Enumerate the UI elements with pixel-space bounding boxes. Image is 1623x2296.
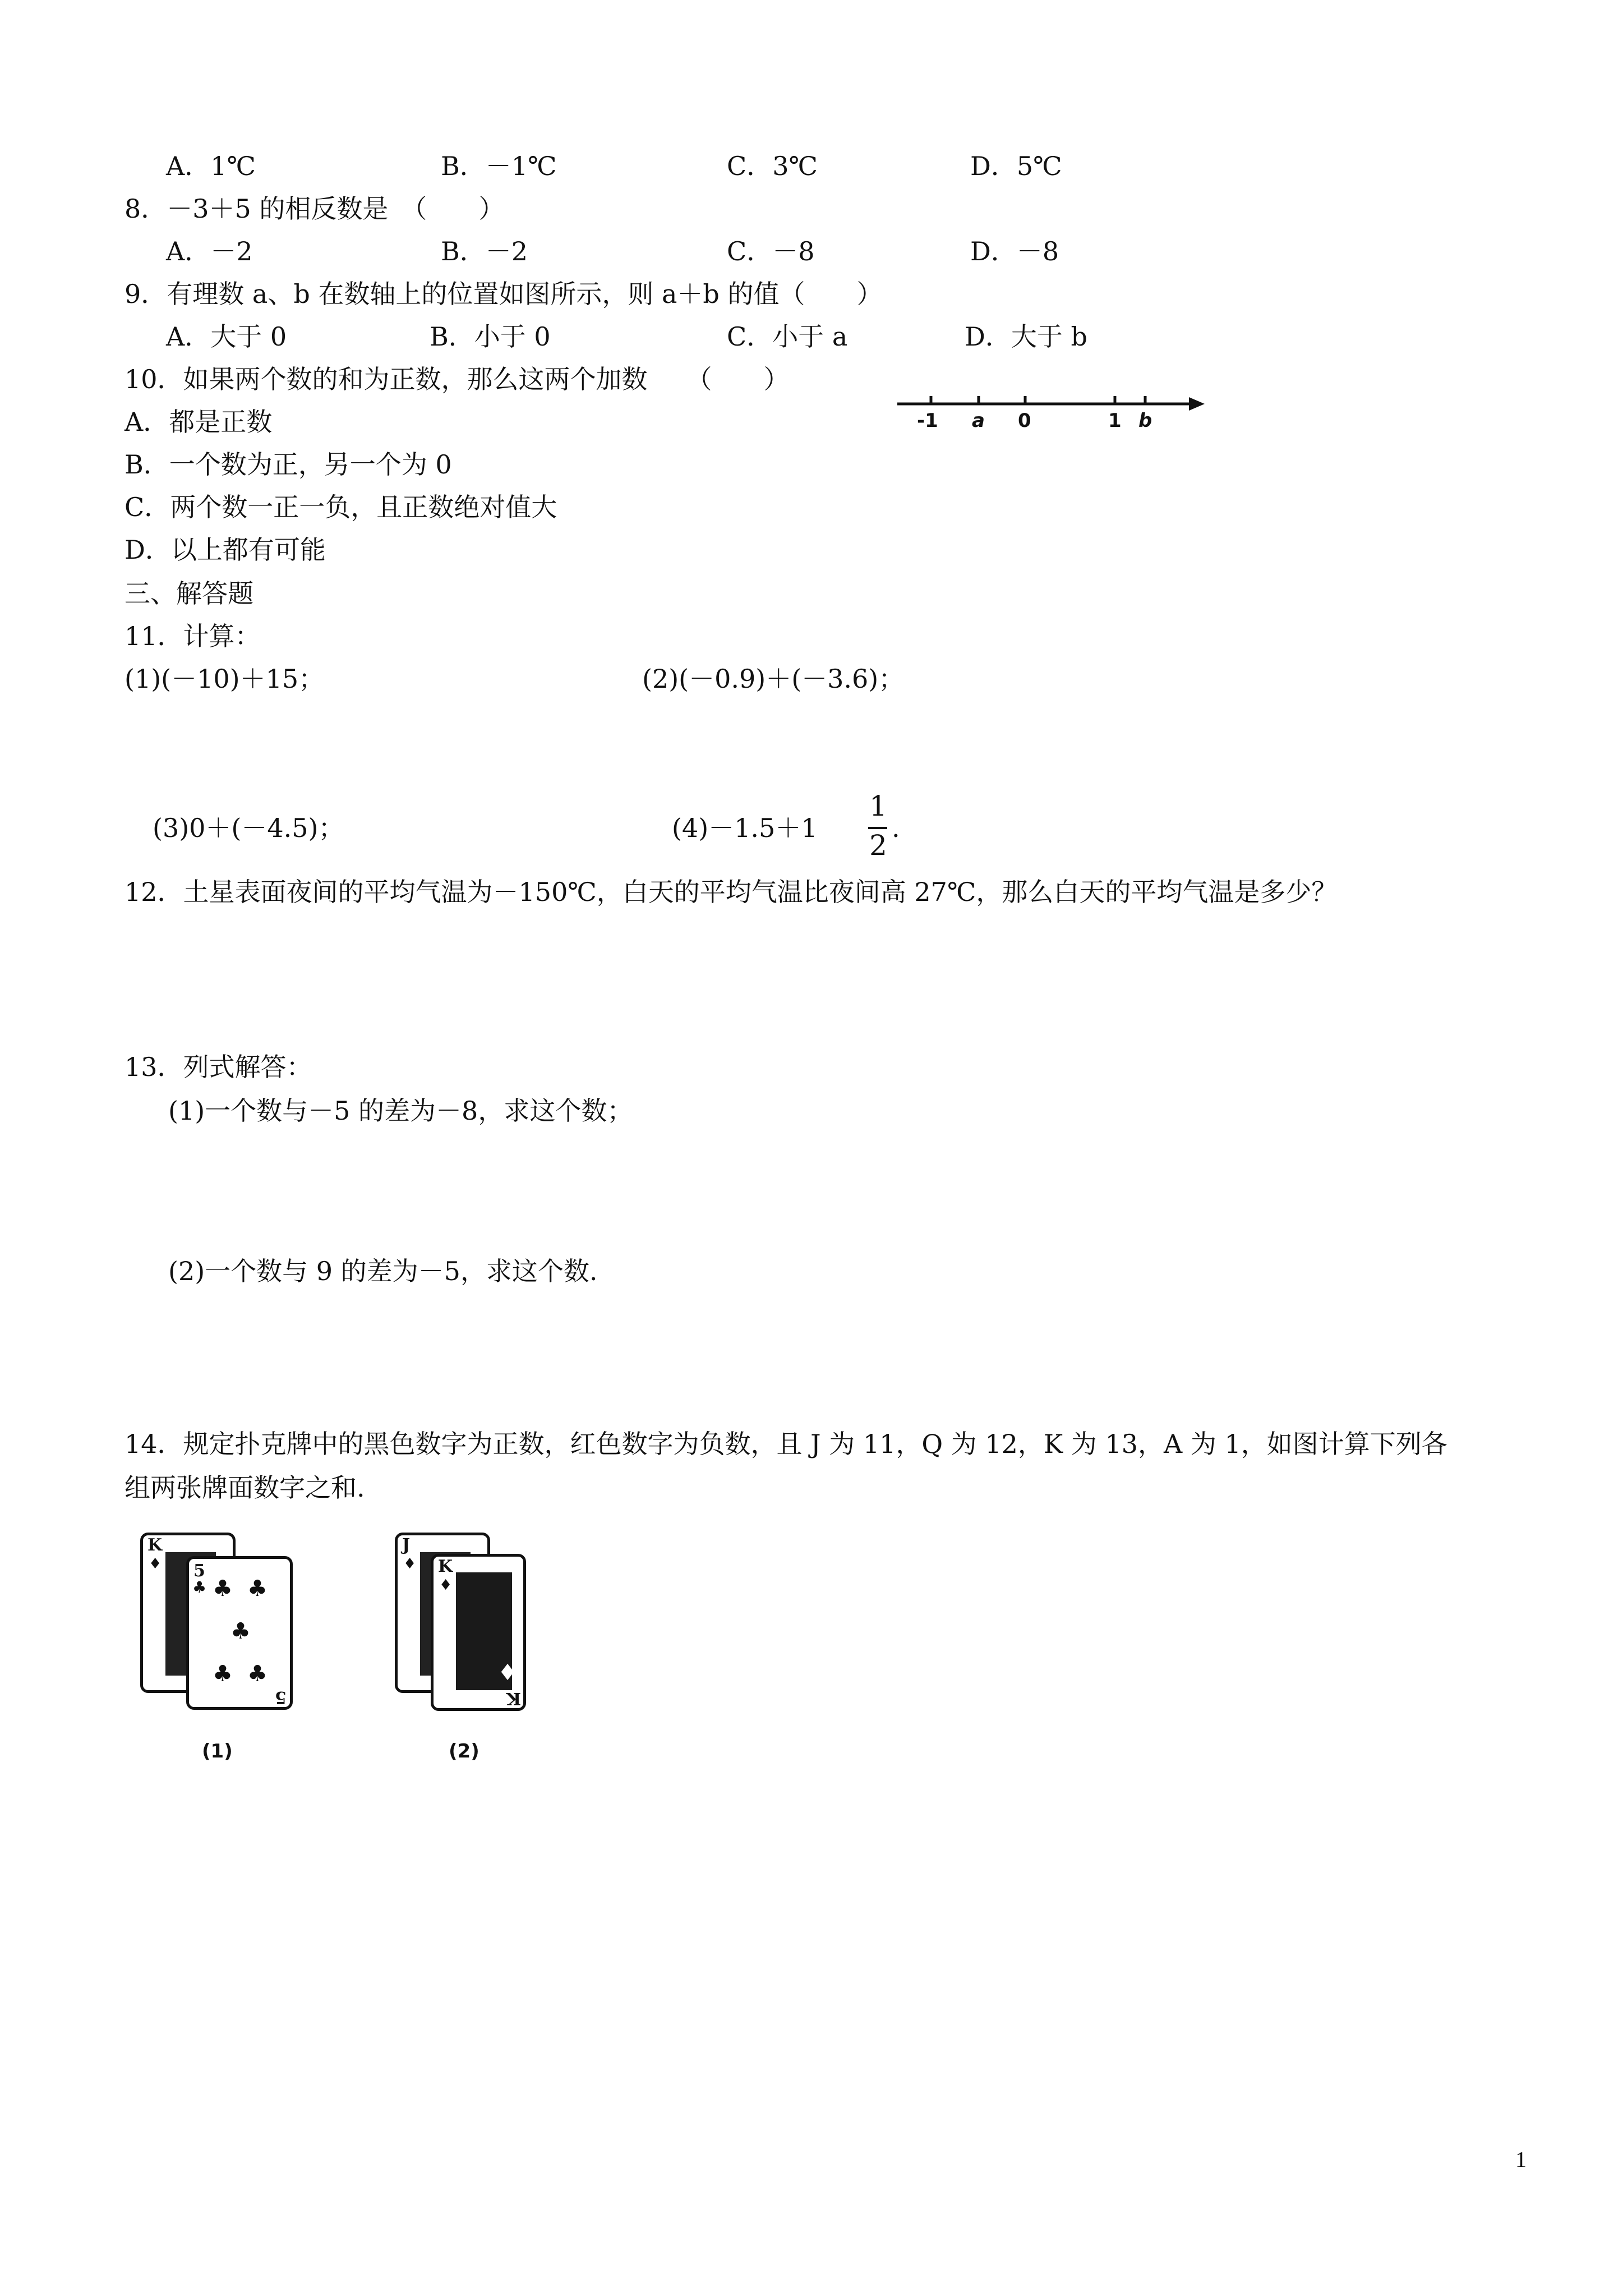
card-front-king xyxy=(431,1554,526,1711)
q11-part-4: (4)－1.5＋1 xyxy=(672,813,818,843)
club-icon: ♣ xyxy=(247,1661,268,1687)
q11-stem: 11．计算： xyxy=(125,621,261,651)
card-rank: K xyxy=(438,1557,453,1576)
q10-stem: 10．如果两个数的和为正数，那么这两个加数 （ ） xyxy=(125,364,790,394)
figure-caption-1: (1) xyxy=(202,1740,233,1763)
number-line-arrow xyxy=(1189,397,1205,411)
q9-option-d: D．大于 b xyxy=(965,321,1087,352)
q7-option-b: B．－1℃ xyxy=(441,151,557,181)
diamond-icon: ♦ xyxy=(497,1660,518,1686)
q8-stem: 8．－3＋5 的相反数是 （ ） xyxy=(125,194,505,224)
q8-option-c: C．－8 xyxy=(727,236,815,266)
club-icon: ♣ xyxy=(192,1578,207,1596)
q7-option-c: C．3℃ xyxy=(727,151,818,181)
club-icon: ♣ xyxy=(230,1618,251,1644)
club-icon: ♣ xyxy=(213,1661,233,1687)
diamond-icon: ♦ xyxy=(439,1577,453,1594)
q13-stem: 13．列式解答： xyxy=(125,1052,312,1082)
card-rank: J xyxy=(402,1535,411,1555)
page-number: 1 xyxy=(1515,2147,1527,2172)
figure-caption-2: (2) xyxy=(449,1740,479,1763)
q11-part-3: (3)0＋(－4.5)； xyxy=(153,813,344,843)
card-rank: K xyxy=(147,1535,163,1555)
q9-option-c: C．小于 a xyxy=(727,321,848,352)
q13-part-2: (2)一个数与 9 的差为－5，求这个数. xyxy=(168,1256,598,1286)
card-rank: 5 xyxy=(275,1687,287,1707)
card-rank: K xyxy=(506,1688,521,1708)
q8-option-a: A．－2 xyxy=(166,236,253,266)
club-icon: ♣ xyxy=(247,1576,268,1602)
q11-part-2: (2)(－0.9)＋(－3.6)； xyxy=(642,664,905,694)
section-heading: 三、解答题 xyxy=(125,578,253,609)
q13-part-1: (1)一个数与－5 的差为－8，求这个数； xyxy=(168,1096,633,1126)
number-line-label-b: b xyxy=(1138,409,1152,432)
q9-option-b: B．小于 0 xyxy=(430,321,551,352)
q7-option-a: A．1℃ xyxy=(166,151,256,181)
number-line-label-minus-one: -1 xyxy=(917,409,938,432)
q11-part-4-end: . xyxy=(892,813,900,843)
card-rank: 5 xyxy=(193,1561,205,1581)
q9-option-a: A．大于 0 xyxy=(166,321,287,352)
q10-option-b: B．一个数为正，另一个为 0 xyxy=(125,449,452,480)
q8-option-d: D．－8 xyxy=(970,236,1059,266)
q10-option-a: A．都是正数 xyxy=(125,407,273,437)
club-icon: ♣ xyxy=(213,1576,233,1602)
number-line-label-one: 1 xyxy=(1108,409,1122,432)
q11-fraction-numerator: 1 xyxy=(869,790,887,822)
q10-option-d: D．以上都有可能 xyxy=(125,535,326,565)
number-line-label-a: a xyxy=(972,409,985,432)
q10-option-c: C．两个数一正一负，且正数绝对值大 xyxy=(125,492,557,522)
number-line-figure xyxy=(897,381,1211,443)
q12-text: 12．土星表面夜间的平均气温为－150℃，白天的平均气温比夜间高 27℃，那么白天的平均气温是多少？ xyxy=(125,877,1338,907)
q8-option-b: B．－2 xyxy=(441,236,528,266)
q14-line-2: 组两张牌面数字之和. xyxy=(125,1473,365,1503)
diamond-icon: ♦ xyxy=(149,1556,162,1572)
q7-option-d: D．5℃ xyxy=(970,151,1062,181)
q9-stem: 9．有理数 a、b 在数轴上的位置如图所示，则 a＋b 的值（ ） xyxy=(125,279,883,309)
q11-part-1: (1)(－10)＋15； xyxy=(125,664,325,694)
q11-fraction-denominator: 2 xyxy=(869,829,887,862)
q14-line-1: 14．规定扑克牌中的黑色数字为正数，红色数字为负数，且 J 为 11，Q 为 12，K 为 13，A 为 1，如图计算下列各 xyxy=(125,1429,1447,1459)
card-front-five xyxy=(186,1556,293,1710)
diamond-icon: ♦ xyxy=(403,1556,417,1572)
number-line-label-zero: 0 xyxy=(1018,409,1031,432)
